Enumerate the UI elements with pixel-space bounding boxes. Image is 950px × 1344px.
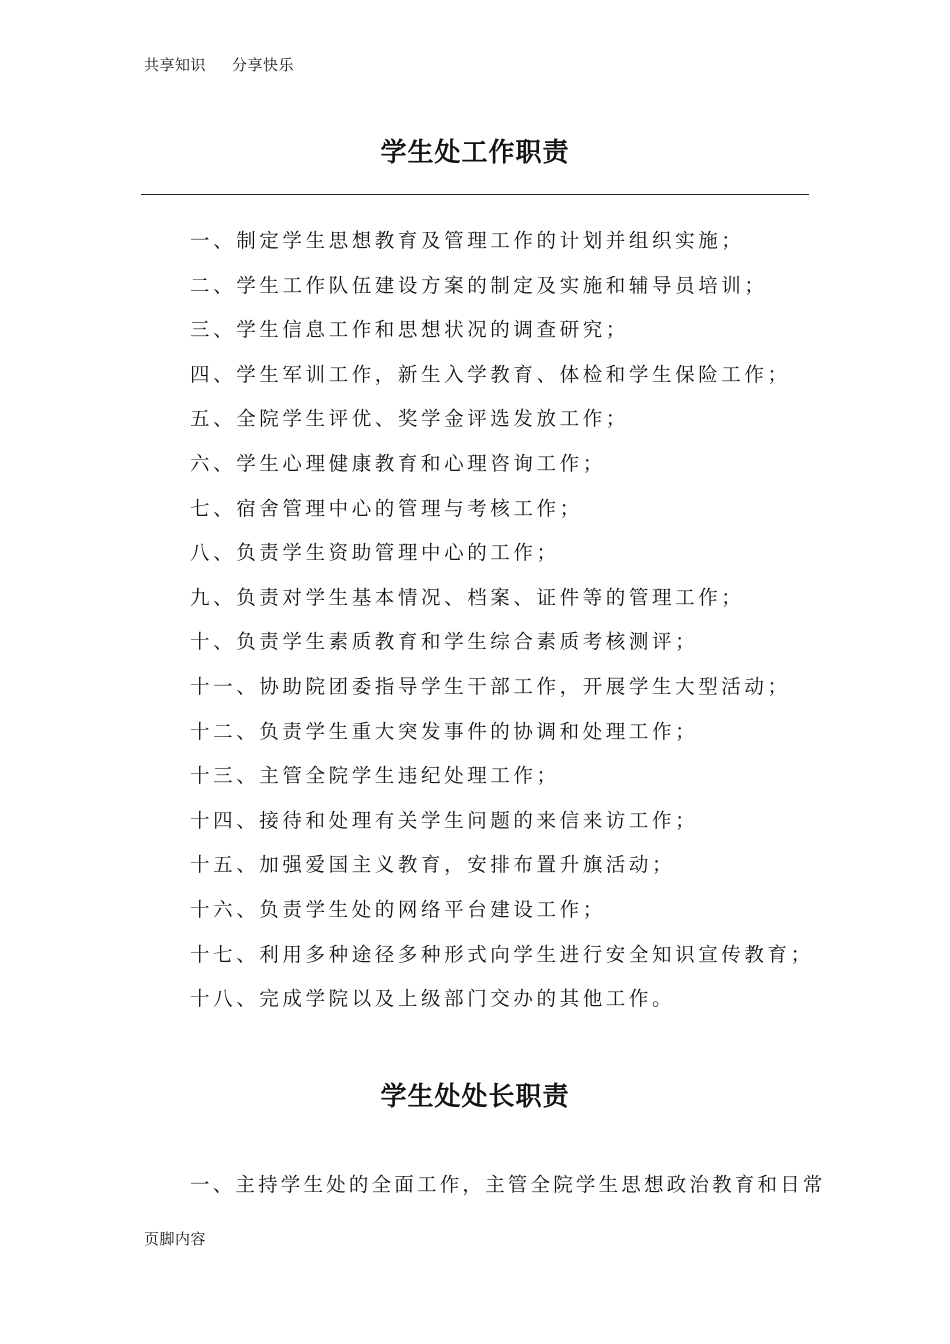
duty-item: 十五、加强爱国主义教育，安排布置升旗活动； — [190, 853, 676, 877]
duty-item: 十二、负责学生重大突发事件的协调和处理工作； — [190, 719, 699, 743]
duties-list — [190, 228, 814, 1031]
header-right-text: 分享快乐 — [232, 56, 295, 74]
title-divider — [141, 194, 809, 195]
director-paragraph: 一、主持学生处的全面工作，主管全院学生思想政治教育和日常 — [190, 1173, 826, 1196]
duty-item: 十六、负责学生处的网络平台建设工作； — [190, 897, 606, 921]
duty-item: 八、负责学生资助管理中心的工作； — [190, 541, 560, 565]
duty-item: 十四、接待和处理有关学生问题的来信来访工作； — [190, 808, 699, 832]
page-header — [144, 54, 294, 75]
duty-item: 六、学生心理健康教育和心理咨询工作； — [190, 451, 606, 475]
duty-item: 七、宿舍管理中心的管理与考核工作； — [190, 496, 583, 520]
duty-item: 三、学生信息工作和思想状况的调查研究； — [190, 318, 629, 342]
duty-item: 十七、利用多种途径多种形式向学生进行安全知识宣传教育； — [190, 942, 814, 966]
header-left-text: 共享知识 — [144, 56, 207, 74]
page-footer: 页脚内容 — [144, 1230, 207, 1248]
duty-item: 一、制定学生思想教育及管理工作的计划并组织实施； — [190, 229, 745, 252]
section-title-director: 学生处处长职责 — [380, 1082, 570, 1112]
duty-item: 十、负责学生素质教育和学生综合素质考核测评； — [190, 630, 699, 654]
duty-item: 二、学生工作队伍建设方案的制定及实施和辅导员培训； — [190, 273, 768, 297]
duty-item: 十八、完成学院以及上级部门交办的其他工作。 — [190, 987, 676, 1011]
duty-item: 十一、协助院团委指导学生干部工作，开展学生大型活动； — [190, 674, 791, 698]
duty-item: 五、全院学生评优、奖学金评选发放工作； — [190, 407, 629, 431]
duty-item: 九、负责对学生基本情况、档案、证件等的管理工作； — [190, 585, 745, 609]
section-title-duties: 学生处工作职责 — [380, 138, 570, 168]
duty-item: 十三、主管全院学生违纪处理工作； — [190, 764, 560, 788]
duty-item: 四、学生军训工作，新生入学教育、体检和学生保险工作； — [190, 362, 791, 386]
